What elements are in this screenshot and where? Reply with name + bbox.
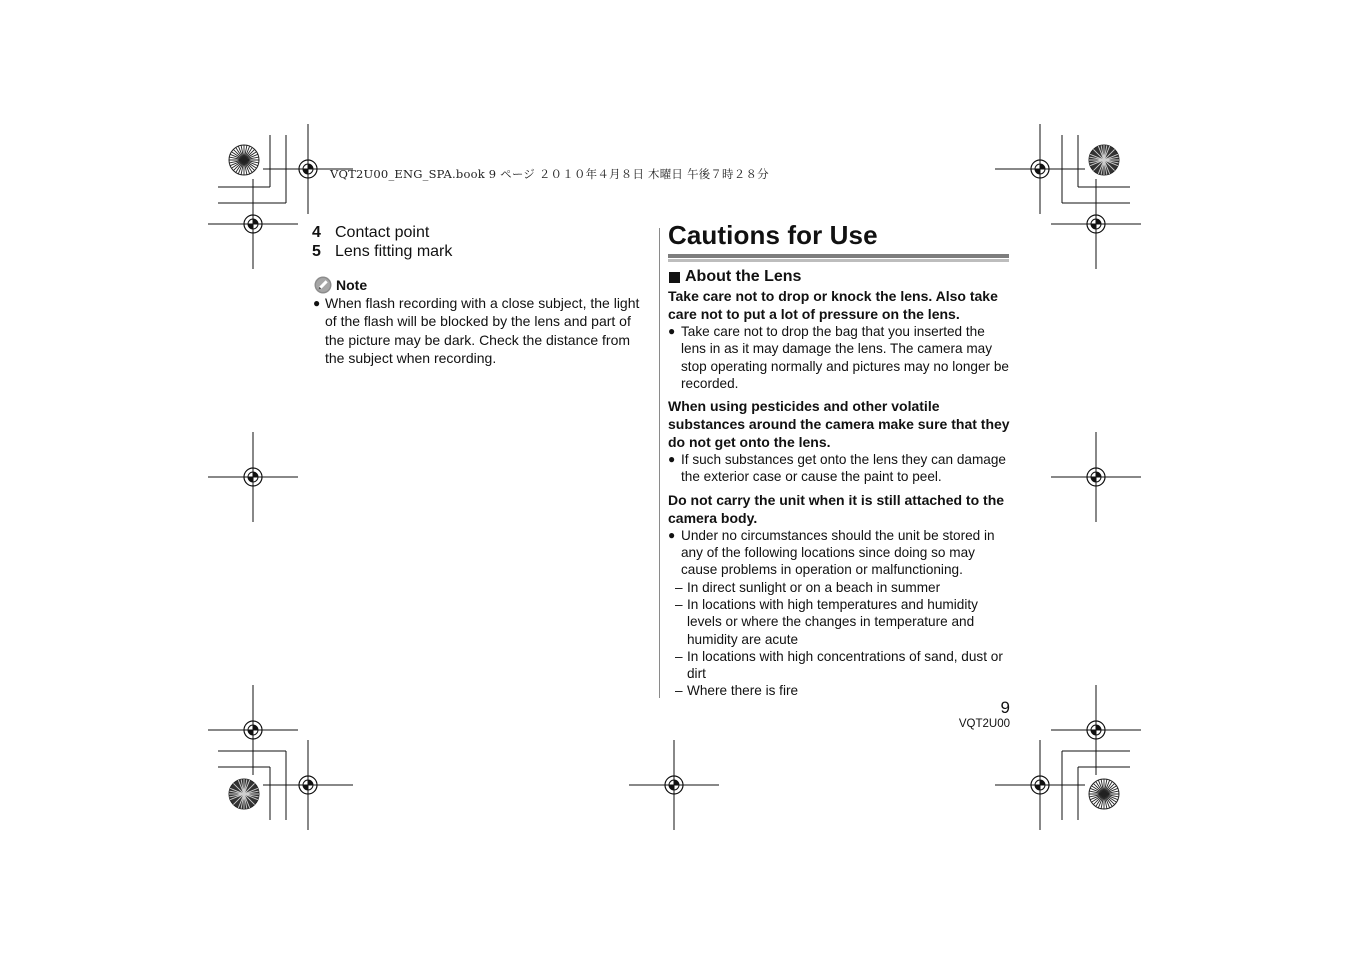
location-text: Where there is fire xyxy=(687,683,799,699)
list-item xyxy=(668,527,1013,579)
parts-list xyxy=(312,224,642,261)
bullet-dot: ● xyxy=(668,324,676,338)
note-pencil-icon xyxy=(314,276,332,294)
part-label: Lens fitting mark xyxy=(335,242,453,260)
bullet-text: If such substances get onto the lens they can damage the exterior case or cause the paint to peel. xyxy=(681,452,1006,485)
location-text: In locations with high concentrations of sand, dust or dirt xyxy=(687,648,1003,682)
bullet-dot: ● xyxy=(668,452,676,467)
part-number: 4 xyxy=(312,224,321,241)
print-header-slug: VQT2U00_ENG_SPA.book 9 ページ ２０１０年４月８日 木曜日 午後７時２８分 xyxy=(330,167,769,181)
cautions-section xyxy=(668,268,1013,700)
bullet-text: Under no circumstances should the unit be stored in any of the following locations since doing so may cause problems in operation or malfunctioning. xyxy=(681,527,995,578)
list-item xyxy=(668,323,1013,392)
list-item xyxy=(668,451,1013,486)
location-item: – In direct sunlight or on a beach in summer xyxy=(668,579,1013,596)
part-label: Contact point xyxy=(335,224,430,241)
note-bullet xyxy=(313,294,645,367)
page-title: Cautions for Use xyxy=(668,220,878,250)
page-number: 9 xyxy=(1000,698,1010,717)
location-item: – In locations with high temperatures and humidity levels or where the changes in temperature and humidity are acute xyxy=(668,596,1013,648)
bullet-text: Take care not to drop the bag that you inserted the lens in as it may damage the lens. The camera may stop operating normally and pictures may no longer be recorded. xyxy=(681,324,1009,391)
note-heading xyxy=(314,276,367,294)
bullet-dot: ● xyxy=(313,296,321,310)
title-rule xyxy=(668,254,1009,258)
parts-list-item xyxy=(312,243,642,262)
square-bullet-icon xyxy=(669,272,680,283)
warning-paragraph: Do not carry the unit when it is still attached to the camera body. xyxy=(668,491,1005,526)
section-subheading xyxy=(668,268,1013,286)
part-number: 5 xyxy=(312,242,321,260)
bullet-dot: ● xyxy=(668,527,676,542)
warning-paragraph: When using pesticides and other volatile substances around the camera make sure that they do not get onto the lens. xyxy=(668,398,1010,451)
title-rule-shadow xyxy=(668,259,1009,262)
subheading-text: About the Lens xyxy=(685,268,802,285)
location-item: – In locations with high concentrations of sand, dust or dirt xyxy=(668,648,1013,683)
location-text: In direct sunlight or on a beach in summer xyxy=(687,579,941,595)
location-text: In locations with high temperatures and humidity levels or where the changes in temperature and humidity are acute xyxy=(687,596,978,647)
location-item: – Where there is fire xyxy=(668,682,1013,699)
column-divider xyxy=(659,228,660,698)
model-code: VQT2U00 xyxy=(958,718,1010,730)
note-label: Note xyxy=(336,277,368,293)
warning-paragraph: Take care not to drop or knock the lens. Also take care not to put a lot of pressure on the lens. xyxy=(668,288,998,322)
parts-list-item xyxy=(312,224,642,243)
note-text: When flash recording with a close subject, the light of the flash will be blocked by the lens and part of the picture may be dark. Check the distance from the subject when recording. xyxy=(325,295,640,366)
